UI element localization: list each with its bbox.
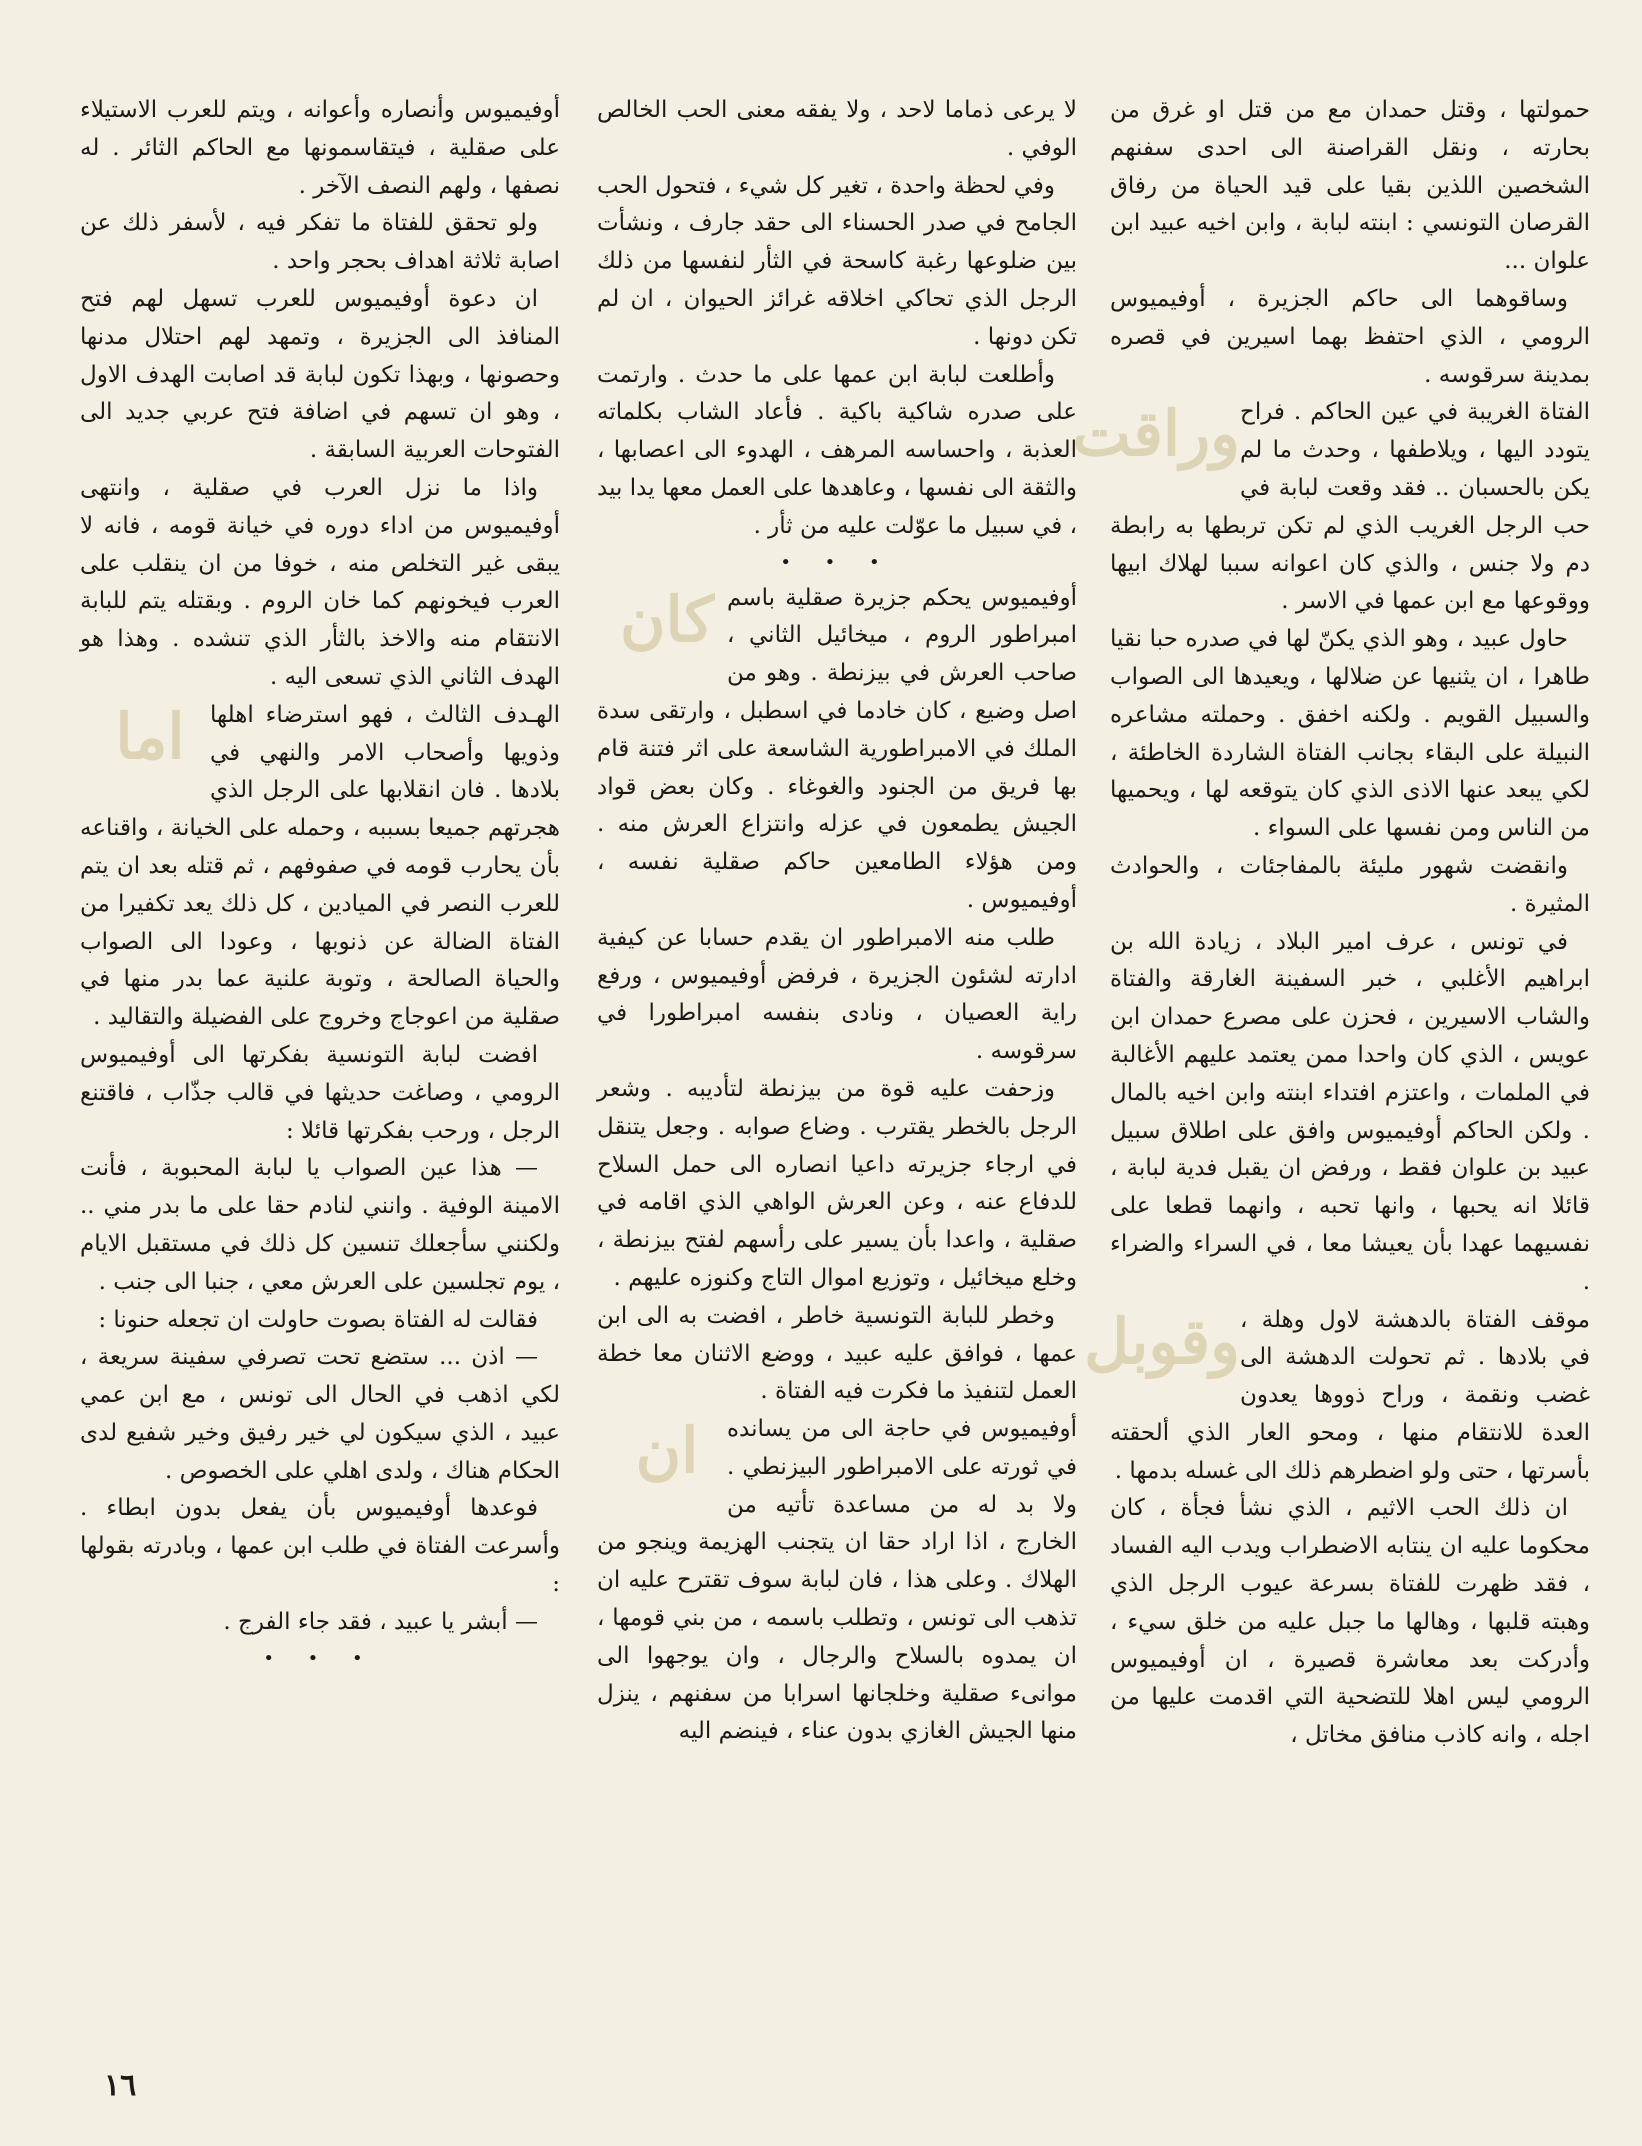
paragraph: الهـدف الثالث ، فهو استرضاء اهلها وذويها وأصحاب الامر والنهي في بلادها . فان انقلابها على الرجل الذي هجرتهم جميعا بسببه ، وحمله على الخيانة ، واقناعه بأن يحارب قومه في صفوفهم ، ثم قتله بعد ان يتم للعرب النصر في الميادين ، كل ذلك يعد تكفيرا من الفتاة الضالة عن ذنوبها ، وعودا الى الصواب والحياة الصالحة ، وتوبة علنية عما بدر منها في صقلية من اعوجاج وخروج على الفضيلة والتقاليد . [80, 701, 560, 1031]
paragraph: افضت لبابة التونسية بفكرتها الى أوفيميوس الرومي ، وصاغت حديثها في قالب جذّاب ، فاقتنع الرجل ، ورحب بفكرتها قائلا : [80, 1041, 560, 1144]
paragraph: لا يرعى ذماما لاحد ، ولا يفقه معنى الحب الخالص الوفي . [597, 97, 1077, 161]
paragraph: أوفيميوس وأنصاره وأعوانه ، ويتم للعرب الاستيلاء على صقلية ، فيتقاسمونها مع الحاكم الثائر . له نصفها ، ولهم النصف الآخر . [80, 97, 560, 199]
paragraph: وانقضت شهور مليئة بالمفاجئات ، والحوادث المثيرة . [1110, 852, 1590, 917]
paragraph: حاول عبيد ، وهو الذي يكنّ لها في صدره حبا نقيا طاهرا ، ان يثنيها عن ضلالها ، ويعيدها الى الصواب والسبيل القويم . ولكنه اخفق . وحملته مشاعره النبيلة على البقاء بجانب الفتاة الشاردة الخاطئة ، لكي يبعد عنها الاذى الذي كان يتوقعه لها ، ويحميها من الناس ومن نفسها على السواء . [1110, 626, 1590, 842]
ornamental-dropcap: وراقت [1072, 397, 1240, 471]
ornamental-dropcap: كان [620, 582, 714, 656]
paragraph: أوفيميوس يحكم جزيرة صقلية باسم امبراطور الروم ، ميخائيل الثاني ، صاحب العرش في بيزنطة . وهو من اصل وضيع ، كان خادما في اسطبل ، وارتقى سدة الملك في الامبراطورية الشاسعة على اثر فتنة قام بها فريق من الجنود والغوغاء . وكان بعض قواد الجيش يطمعون في عزله وانتزاع العرش منه . ومن هؤلاء الطامعين حاكم صقلية نفسه ، أوفيميوس . [597, 584, 1077, 913]
paragraph: حمولتها ، وقتل حمدان مع من قتل او غرق من بحارته ، ونقل القراصنة الى احدى سفنهم الشخصين اللذين بقيا على قيد الحياة من رفاق القرصان التونسي : ابنته لبابة ، وابن اخيه عبيد ابن علوان ... [1110, 97, 1590, 275]
dialogue-line: — هذا عين الصواب يا لبابة المحبوبة ، فأنت الامينة الوفية . وانني لنادم حقا على ما بدر مني .. ولكنني سأجعلك تنسين كل ذلك في مستقبل الايام ، يوم تجلسين على العرش معي ، جنبا الى جنب . [80, 1155, 560, 1295]
dialogue-line: — اذن ... ستضع تحت تصرفي سفينة سريعة ، لكي اذهب في الحال الى تونس ، مع ابن عمي عبيد ، الذي سيكون لي خير رفيق وخير شفيع لدى الحكام هناك ، ولدى اهلي على الخصوص . [80, 1344, 560, 1484]
page-number: ١٦ [104, 2068, 137, 2103]
paragraph: وخطر للبابة التونسية خاطر ، افضت به الى ابن عمها ، فوافق عليه عبيد ، ووضع الاثنان معا خطة العمل لتنفيذ ما فكرت فيه الفتاة . [597, 1302, 1077, 1405]
paragraph: في تونس ، عرف امير البلاد ، زيادة الله بن ابراهيم الأغلبي ، خبر السفينة الغارقة والفتاة والشاب الاسيرين ، فحزن على مصرع حمدان ابن عويس ، الذي كان واحدا ممن يعتمد عليهم الأغالبة في الملمات ، واعتزم افتداء ابنته وابن اخيه بالمال . ولكن الحاكم أوفيميوس وافق على اطلاق سبيل عبيد بن علوان فقط ، ورفض ان يقبل فدية لبابة ، قائلا انه يحبها ، وانها تحبه ، وانهما قطعا على نفسيهما عهدا بأن يعيشا معا ، في السراء والضراء . [1110, 928, 1590, 1295]
paragraph: موقف الفتاة بالدهشة لاول وهلة ، في بلادها . ثم تحولت الدهشة الى غضب ونقمة ، وراح ذووها يعدون العدة للانتقام منها ، ومحو العار الذي ألحقته بأسرتها ، حتى ولو اضطرهم ذلك الى غسله بدمها . [1110, 1306, 1590, 1484]
paragraph: واذا ما نزل العرب في صقلية ، وانتهى أوفيميوس من اداء دوره في خيانة قومه ، فانه لا يبقى غير التخلص منه ، خوفا من ان ينقلب على العرب فيخونهم كما خان الروم . وبقتله يتم للبابة الانتقام منه والاخذ بالثأر الذي تنشده . وهذا هو الهدف الثاني الذي تسعى اليه . [80, 474, 560, 690]
paragraph: فقالت له الفتاة بصوت حاولت ان تجعله حنونا : [98, 1306, 538, 1333]
text-column-left [80, 92, 560, 1676]
section-separator: • • • [263, 1647, 377, 1669]
text-column-right [1072, 92, 1590, 1755]
text-column-middle [597, 92, 1077, 1751]
dialogue-line: — أبشر يا عبيد ، فقد جاء الفرج . [223, 1608, 538, 1635]
ornamental-dropcap: وقوبل [1084, 1304, 1240, 1378]
paragraph: وفي لحظة واحدة ، تغير كل شيء ، فتحول الحب الجامح في صدر الحسناء الى حقد جارف ، ونشأت بين ضلوعها رغبة كاسحة في الثأر لنفسها من ذلك الرجل الذي تحاكي اخلاقه غرائز الحيوان ، ان لم تكن دونها . [597, 172, 1077, 350]
paragraph: الفتاة الغريبة في عين الحاكم . فراح يتودد اليها ، ويلاطفها ، وحدث ما لم يكن بالحسبان .. فقد وقعت لبابة في حب الرجل الغريب الذي لم تكن تربطها به رابطة دم ولا جنس ، والذي كان اعوانه سببا لهلاك ابيها ووقوعها مع ابن عمها في الاسر . [1110, 399, 1590, 615]
ornamental-dropcap: اما [115, 699, 185, 773]
paragraph: وأطلعت لبابة ابن عمها على ما حدث . وارتمت على صدره شاكية باكية . فأعاد الشاب بكلماته العذبة ، واحساسه المرهف ، الهدوء الى اعصابها ، والثقة الى نفسها ، وعاهدها على العمل معها يدا بيد ، في سبيل ما عوّلت عليه من ثأر . [597, 361, 1077, 539]
ornamental-dropcap: ان [635, 1414, 699, 1488]
section-separator: • • • [780, 551, 894, 573]
paragraph: فوعدها أوفيميوس بأن يفعل بدون ابطاء . وأسرعت الفتاة في طلب ابن عمها ، وبادرته بقولها : [80, 1495, 560, 1598]
paragraph: طلب منه الامبراطور ان يقدم حسابا عن كيفية ادارته لشئون الجزيرة ، فرفض أوفيميوس ، ورفع راية العصيان ، ونادى بنفسه امبراطورا في سرقوسه . [597, 924, 1077, 1065]
paragraph: ان ذلك الحب الاثيم ، الذي نشأ فجأة ، كان محكوما عليه ان ينتابه الاضطراب ويدب اليه الفساد ، فقد ظهرت للفتاة بسرعة عيوب الرجل الذي وهبته قلبها ، وهالها ما جبل عليه من خلق سيء ، وأدركت بعد معاشرة قصيرة ، ان أوفيميوس الرومي ليس اهلا للتضحية التي اقدمت عليها من اجله ، وانه كاذب منافق مخاتل ، [1110, 1495, 1590, 1749]
paragraph: ولو تحقق للفتاة ما تفكر فيه ، لأسفر ذلك عن اصابة ثلاثة اهداف بحجر واحد . [80, 210, 560, 275]
paragraph: أوفيميوس في حاجة الى من يسانده في ثورته على الامبراطور البيزنطي . ولا بد له من مساعدة تأتيه من الخارج ، اذا اراد حقا ان يتجنب الهزيمة وينجو من الهلاك . وعلى هذا ، فان لبابة سوف تقترح عليه ان تذهب الى تونس ، وتطلب باسمه ، من بني قومها ، ان يمدوه بالسلاح والرجال ، وان يوجهوا الى موانىء صقلية وخلجانها اسرابا من سفنهم ، ينزل منها الجيش الغازي بدون عناء ، فينضم اليه [597, 1416, 1077, 1745]
paragraph: وزحفت عليه قوة من بيزنطة لتأديبه . وشعر الرجل بالخطر يقترب . وضاع صوابه . وجعل يتنقل في ارجاء جزيرته داعيا انصاره الى حمل السلاح للدفاع عنه ، وعن العرش الواهي الذي اقامه في صقلية ، واعدا بأن يسير على رأسهم لفتح بيزنطة ، وخلع ميخائيل ، وتوزيع اموال التاج وكنوزه عليهم . [597, 1075, 1077, 1291]
paragraph: ان دعوة أوفيميوس للعرب تسهل لهم فتح المنافذ الى الجزيرة ، وتمهد لهم احتلال مدنها وحصونها ، وبهذا تكون لبابة قد اصابت الهدف الاول ، وهو ان تسهم في اضافة فتح عربي جديد الى الفتوحات العربية السابقة . [80, 285, 560, 464]
paragraph: وساقوهما الى حاكم الجزيرة ، أوفيميوس الرومي ، الذي احتفظ بهما اسيرين في قصره بمدينة سرقوسه . [1110, 285, 1590, 388]
